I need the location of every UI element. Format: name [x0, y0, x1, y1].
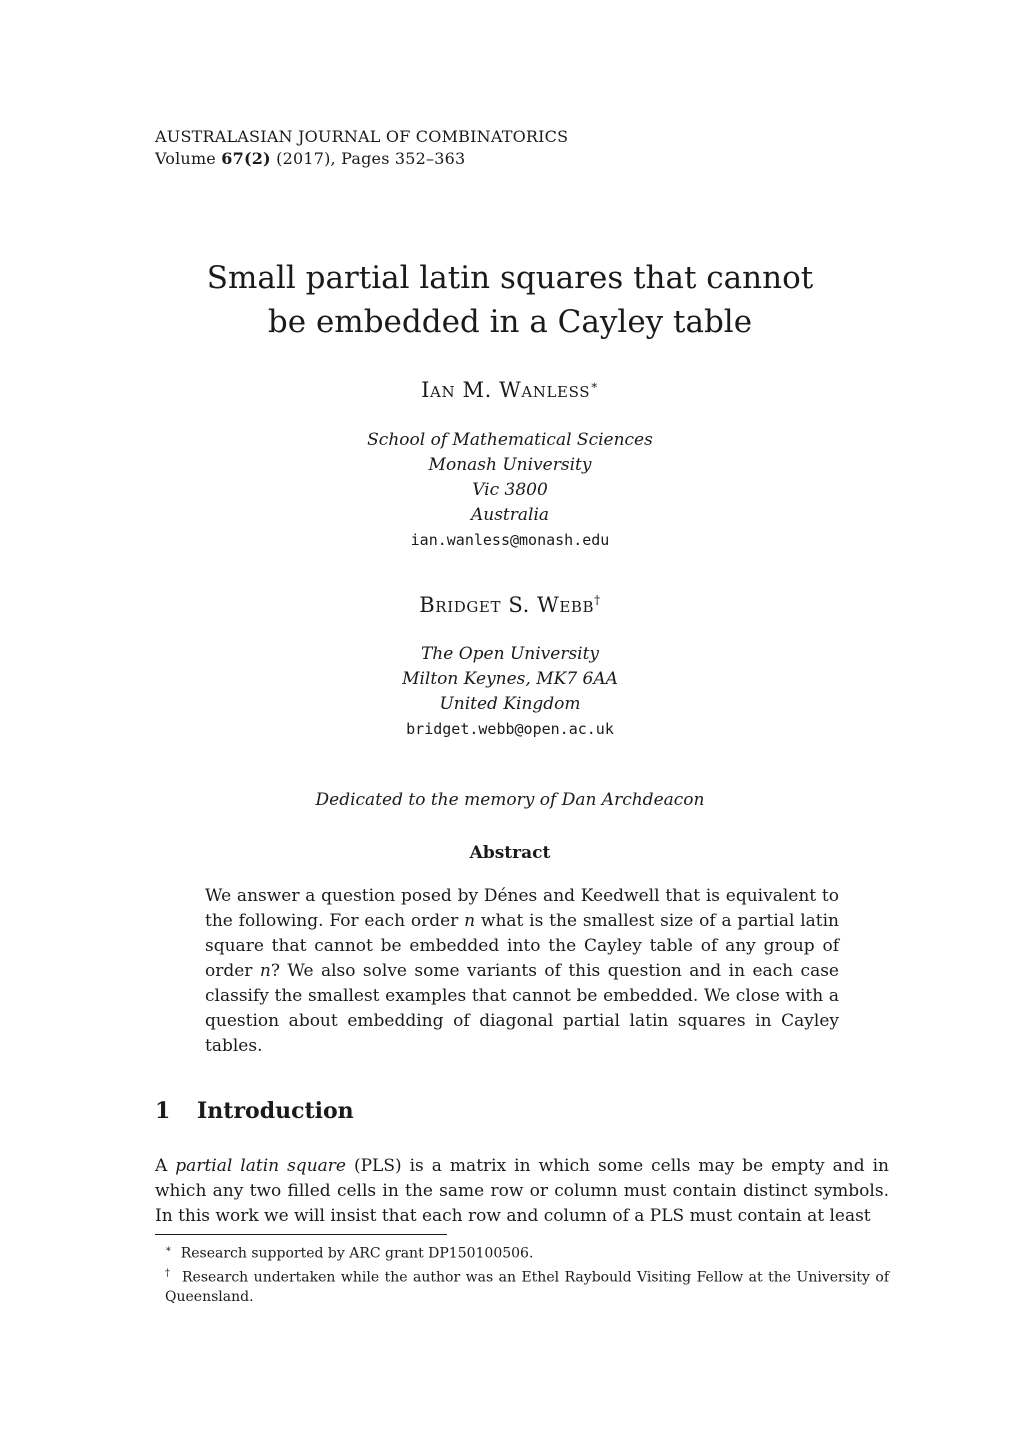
author-1-name: Ian M. Wanless∗: [421, 378, 599, 402]
abstract-heading: Abstract: [469, 843, 551, 863]
author-1-email[interactable]: ian.wanless@monash.edu: [410, 531, 610, 549]
title-line-2: be embedded in a Cayley table: [267, 304, 753, 340]
section-heading: [155, 1098, 354, 1124]
journal-header: [155, 126, 568, 170]
affiliation-line: Milton Keynes, MK7 6AA: [402, 669, 618, 689]
author-2-name: Bridget S. Webb†: [419, 593, 601, 617]
author-2-affiliation: [0, 642, 1020, 742]
footnote-2: † Research undertaken while the author was an Ethel Raybould Visiting Fellow at the University of Queensland.: [165, 1267, 889, 1306]
journal-name: AUSTRALASIAN JOURNAL OF COMBINATORICS: [155, 127, 569, 146]
intro-paragraph: A partial latin square (PLS) is a matrix in which some cells may be empty and in which any two filled cells in the same row or column must contain distinct symbols. In this work we will insist that each row and column of a PLS must contain at least: [155, 1156, 890, 1226]
year-pages: (2017), Pages 352–363: [276, 149, 466, 168]
variable-n: n: [259, 961, 271, 981]
dedication: Dedicated to the memory of Dan Archdeacon: [315, 790, 705, 810]
abstract-body: We answer a question posed by Dénes and Keedwell that is equivalent to the following. For each order n what is the smallest size of a partial latin square that cannot be embedded into the Cayley table of any group of order n? We also solve some variants of this question and in each case classify the smallest examples that cannot be embedded. We close with a question about embedding of diagonal partial latin squares in Cayley tables.: [205, 886, 840, 1056]
affiliation-line: Monash University: [428, 455, 592, 475]
author-1-mark: ∗: [590, 378, 599, 392]
volume-number: 67(2): [221, 149, 271, 168]
section-number: 1: [155, 1098, 171, 1124]
section-title: Introduction: [197, 1098, 354, 1124]
author-1-affiliation: [0, 428, 1020, 553]
affiliation-line: Australia: [470, 505, 550, 525]
volume-prefix: Volume: [155, 149, 216, 168]
title-line-1: Small partial latin squares that cannot: [206, 260, 814, 296]
affiliation-line: Vic 3800: [472, 480, 548, 500]
footnote-1: ∗ Research supported by ARC grant DP150100506.: [165, 1244, 534, 1262]
author-2-mark: †: [594, 593, 601, 607]
intro-emphasis: partial latin square: [175, 1156, 346, 1176]
affiliation-line: United Kingdom: [439, 694, 581, 714]
journal-volume-line: [155, 148, 568, 170]
affiliation-line: The Open University: [420, 644, 600, 664]
paper-title: [0, 256, 1020, 344]
variable-n: n: [464, 911, 476, 931]
footnote-rule: [155, 1234, 447, 1235]
affiliation-line: School of Mathematical Sciences: [367, 430, 653, 450]
author-2-email[interactable]: bridget.webb@open.ac.uk: [406, 720, 614, 738]
footnotes: [155, 1240, 889, 1307]
